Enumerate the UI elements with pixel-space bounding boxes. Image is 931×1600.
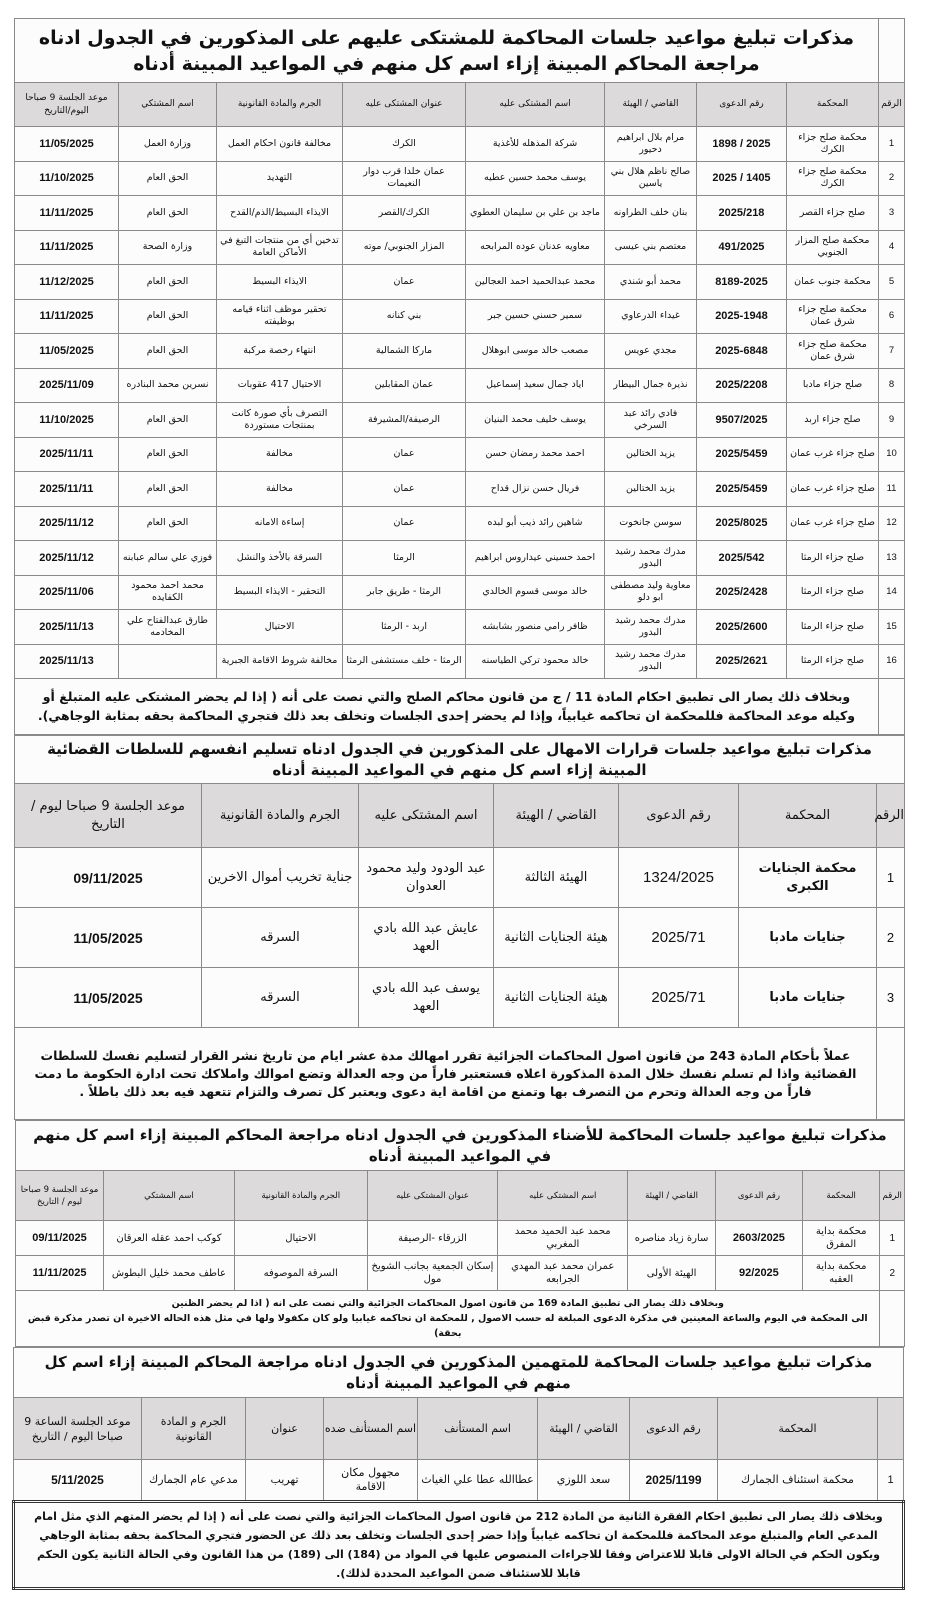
cell-defendant: احمد محمد رمضان حسن	[466, 437, 605, 472]
cell-case-number: 2025/2208	[697, 368, 787, 403]
cell-case-number: 2025/5459	[697, 472, 787, 507]
cell-judge: مجدي عويس	[605, 334, 697, 369]
cell-judge: فادي رائد عبد السرخي	[605, 403, 697, 438]
header-court: المحكمة	[802, 1171, 880, 1221]
cell-row-number: 1	[878, 1460, 904, 1502]
cell-case-number: 2603/2025	[716, 1221, 803, 1256]
cell-row-number: 12	[879, 506, 905, 541]
cell-judge: الهيئة الثالثة	[494, 848, 619, 908]
cell-charge: تدخين أي من منتجات التبغ في الأماكن العامة	[217, 230, 343, 265]
notice-spacer	[877, 1028, 905, 1120]
cell-complainant: فوزي علي سالم عبابنه	[119, 541, 217, 576]
cell-hearing-date: 11/11/2025	[14, 196, 118, 231]
cell-defendant: عايش عبد الله بادي العهد	[359, 908, 494, 968]
cell-hearing-date: 11/10/2025	[14, 403, 118, 438]
header-complainant: اسم المشتكي	[104, 1171, 235, 1221]
cell-case-number: 491/2025	[697, 230, 787, 265]
cell-defendant-address: ماركا الشمالية	[343, 334, 466, 369]
legal-notice	[16, 1291, 880, 1347]
cell-complainant: عاطف محمد خليل البطوش	[104, 1256, 235, 1291]
header-case-number: رقم الدعوى	[619, 784, 739, 848]
cell-court: محكمة صلح جزاء شرق عمان	[787, 299, 879, 334]
cell-case-number: 2025 / 1898	[697, 127, 787, 162]
cell-complainant: الحق العام	[119, 506, 217, 541]
cell-hearing-date: 11/11/2025	[14, 299, 118, 334]
cell-row-number: 1	[880, 1221, 905, 1256]
cell-hearing-date: 11/12/2025	[14, 265, 118, 300]
cell-defendant: عمران محمد عبد المهدي الجرابعه	[498, 1256, 628, 1291]
accused-hearings-table	[15, 1120, 905, 1347]
cell-judge: معاوية وليد مصطفى ابو دلو	[605, 575, 697, 610]
cell-defendant: يوسف محمد حسين عطيه	[466, 161, 605, 196]
notice-spacer	[879, 679, 905, 735]
cell-court: صلح جزاء الرمثا	[787, 575, 879, 610]
table-row	[14, 575, 904, 610]
cell-complainant: محمد احمد محمود الكفايده	[119, 575, 217, 610]
header-defendant: اسم المشتكى عليه	[466, 83, 605, 127]
cell-court: محكمة استئناف الجمارك	[718, 1460, 878, 1502]
cell-court: محكمة جنوب عمان	[787, 265, 879, 300]
title-spacer	[879, 19, 905, 83]
notice-spacer	[880, 1291, 905, 1347]
cell-defendant-address: عمان	[343, 472, 466, 507]
appeal-hearings-table	[12, 1347, 905, 1590]
cell-case-number: 2025/1199	[630, 1460, 718, 1502]
cell-judge: غيداء الدرعاوي	[605, 299, 697, 334]
cell-charge: السرقة بالأخذ والنشل	[217, 541, 343, 576]
cell-hearing-date: 2025/11/11	[14, 437, 118, 472]
cell-judge: هيئة الجنايات الثانية	[494, 908, 619, 968]
cell-charge: انتهاء رخصة مركبة	[217, 334, 343, 369]
cell-hearing-date: 11/05/2025	[14, 127, 118, 162]
court-notices-page	[15, 18, 905, 1590]
header-charge: الجرم والمادة القانونية	[234, 1171, 367, 1221]
cell-complainant: وزارة العمل	[119, 127, 217, 162]
cell-case-number: 1324/2025	[619, 848, 739, 908]
header-defendant-address: عنوان المشتكى عليه	[343, 83, 466, 127]
cell-hearing-date: 2025/11/06	[14, 575, 118, 610]
header-number: الرقم	[880, 1171, 905, 1221]
cell-court: صلح جزاء غرب عمان	[787, 472, 879, 507]
header-complainant: اسم المشتكي	[119, 83, 217, 127]
cell-court: صلح جزاء اربد	[787, 403, 879, 438]
cell-row-number: 9	[879, 403, 905, 438]
cell-charge: التصرف بأي صورة كانت بمنتجات مستوردة	[217, 403, 343, 438]
table-row	[15, 848, 905, 908]
table-row	[16, 1256, 905, 1291]
section-title: مذكرات تبليغ مواعيد جلسات المحاكمة للمشتكى عليهم على المذكورين في الجدول ادناه مراجعة المحاكم المبينة إزاء اسم كل منهم في المواعيد المبينة أدناه	[14, 19, 878, 83]
cell-hearing-date: 09/11/2025	[16, 1221, 104, 1256]
legal-notice-line-2: الى المحكمة في اليوم والساعة المعينين في مذكرة الدعوى المبلغة له حسب الاصول , للمحكمة ان تحاكمه غيابيا ولو كان مكفولا ولها في مثل هذه الحاله الاخيرة ان تصدر مذكرة قبض بحقة)	[27, 1313, 868, 1339]
section-title: مذكرات تبليغ مواعيد جلسات المحاكمة للمتهمين المذكورين في الجدول ادناه مراجعة المحاكم المبينة إزاء اسم كل منهم في المواعيد المبينة أدناه	[13, 1348, 903, 1398]
cell-case-number: 2025-1948	[697, 299, 787, 334]
cell-judge: مدرك محمد رشيد البدور	[605, 610, 697, 645]
header-judge: القاضي / الهيئة	[628, 1171, 716, 1221]
cell-defendant-address: الرصيفة/المشيرفة	[343, 403, 466, 438]
header-hearing-date: موعد الجلسة 9 صباحا اليوم/التاريخ	[14, 83, 118, 127]
cell-complainant: الحق العام	[119, 403, 217, 438]
cell-row-number: 4	[879, 230, 905, 265]
cell-defendant: محمد عبدالحميد احمد العجالين	[466, 265, 605, 300]
header-defendant: اسم المشتكى عليه	[498, 1171, 628, 1221]
cell-judge: يزيد الختالين	[605, 437, 697, 472]
cell-hearing-date: 2025/11/13	[14, 610, 118, 645]
cell-row-number: 3	[879, 196, 905, 231]
header-number: الرقم	[877, 784, 905, 848]
table-row	[14, 196, 904, 231]
header-judge: القاضي / الهيئة	[494, 784, 619, 848]
cell-case-number: 8189-2025	[697, 265, 787, 300]
cell-court: محكمة صلح جزاء الكرك	[787, 161, 879, 196]
cell-court: محكمة بداية المفرق	[802, 1221, 880, 1256]
header-appellee: اسم المستأنف ضده	[324, 1398, 418, 1460]
cell-hearing-date: 11/11/2025	[16, 1256, 104, 1291]
cell-case-number: 2025/218	[697, 196, 787, 231]
table-row	[14, 265, 904, 300]
cell-judge: معتصم بني عيسى	[605, 230, 697, 265]
cell-charge: التحقير - الايذاء البسيط	[217, 575, 343, 610]
cell-defendant-address: عمان	[343, 506, 466, 541]
table-row	[14, 610, 904, 645]
cell-charge: مدعي عام الجمارك	[142, 1460, 246, 1502]
cell-case-number: 2025/542	[697, 541, 787, 576]
cell-judge: سوسن جانخوت	[605, 506, 697, 541]
cell-charge: الاحتيال	[217, 610, 343, 645]
cell-defendant-address: اربد - الرمثا	[343, 610, 466, 645]
legal-notice: وبخلاف ذلك يصار الى تطبيق احكام الفقرة الثانية من المادة 212 من قانون اصول المحاكمات الجزائية والتي نصت على أنه ( إذا لم يحضر المتهم الذي مثل امام المدعي العام والمتبلغ موعد المحاكمة فللمحكمة ان تحاكمه غيابياً وإذا حضر إحدى الجلسات وتخلف بعد ذلك عن الحضور فتجري المحاكمة بحقه بمثابة الوجاهي ويكون الحكم في الحالة الاولى قابلا للاعتراض وفقا للاجراءات المنصوص عليها في المواد من (184) الى (189) من هذا القانون وفي الحالة الثانية يكون الحكم قابلا للاستئناف ضمن المواعيد المحددة لذلك).	[13, 1502, 903, 1589]
header-defendant-address: عنوان المشتكى عليه	[367, 1171, 498, 1221]
cell-defendant-address: بني كنانه	[343, 299, 466, 334]
table-row	[14, 334, 904, 369]
table-row	[14, 403, 904, 438]
cell-hearing-date: 11/05/2025	[15, 968, 202, 1028]
cell-charge: الاحتيال	[234, 1221, 367, 1256]
header-address: عنوان	[246, 1398, 324, 1460]
cell-complainant: الحق العام	[119, 265, 217, 300]
cell-charge: مخالفة	[217, 472, 343, 507]
cell-row-number: 2	[877, 908, 905, 968]
header-number	[878, 1398, 904, 1460]
cell-row-number: 1	[877, 848, 905, 908]
header-court: المحكمة	[739, 784, 877, 848]
cell-case-number: 92/2025	[716, 1256, 803, 1291]
cell-judge: بنان خلف الطراونه	[605, 196, 697, 231]
cell-complainant: كوكب احمد عقله العرقان	[104, 1221, 235, 1256]
cell-court: محكمة صلح جزاء الكرك	[787, 127, 879, 162]
table-row	[14, 437, 904, 472]
cell-appellee: مجهول مكان الاقامة	[324, 1460, 418, 1502]
cell-defendant: سمير حسني حسين جبر	[466, 299, 605, 334]
cell-charge: السرقه	[202, 908, 359, 968]
cell-defendant-address: الرمثا - خلف مستشفى الرمثا	[343, 644, 466, 679]
cell-complainant: نسرين محمد البنادره	[119, 368, 217, 403]
cell-defendant-address: الكرك/القصر	[343, 196, 466, 231]
cell-row-number: 11	[879, 472, 905, 507]
table-row	[14, 299, 904, 334]
cell-defendant: محمد عبد الحميد محمد المغربي	[498, 1221, 628, 1256]
cell-defendant: اياد جمال سعيد إسماعيل	[466, 368, 605, 403]
cell-charge: السرقة الموصوفه	[234, 1256, 367, 1291]
header-case-number: رقم الدعوى	[716, 1171, 803, 1221]
cell-defendant: ظافر رامي منصور بشابشه	[466, 610, 605, 645]
header-judge: القاضي / الهيئة	[538, 1398, 630, 1460]
cell-case-number: 1405 / 2025	[697, 161, 787, 196]
header-defendant: اسم المشتكى عليه	[359, 784, 494, 848]
cell-court: صلح جزاء غرب عمان	[787, 506, 879, 541]
table-row	[15, 968, 905, 1028]
cell-defendant: مصعب خالد موسى ابوهلال	[466, 334, 605, 369]
cell-case-number: 2025-6848	[697, 334, 787, 369]
cell-row-number: 6	[879, 299, 905, 334]
table-row	[14, 541, 904, 576]
cell-defendant: خالد موسى قسوم الخالدي	[466, 575, 605, 610]
cell-judge: مرام بلال ابراهيم دحيور	[605, 127, 697, 162]
cell-charge: السرقه	[202, 968, 359, 1028]
cell-complainant: الحق العام	[119, 472, 217, 507]
cell-hearing-date: 2025/11/12	[14, 541, 118, 576]
cell-charge: الايذاء البسيط/الذم/القدح	[217, 196, 343, 231]
cell-judge: نذيرة جمال البيطار	[605, 368, 697, 403]
cell-judge: هيئة الجنايات الثانية	[494, 968, 619, 1028]
cell-defendant: عبد الودود وليد محمود العدوان	[359, 848, 494, 908]
header-court: المحكمة	[718, 1398, 878, 1460]
cell-charge: الايذاء البسيط	[217, 265, 343, 300]
cell-row-number: 2	[880, 1256, 905, 1291]
cell-defendant: شاهين رائد ذيب أبو لبده	[466, 506, 605, 541]
legal-notice: عملاً بأحكام المادة 243 من قانون اصول المحاكمات الجزائية تقرر امهالك مدة عشر ايام من تاريخ نشر القرار لتسليم نفسك للسلطات القضائية واذا لم تسلم نفسك خلال المدة المذكورة اعلاه فستعتبر فاراً من وجه العدالة وتضع اموالك واملاكك تحت ادارة الحكومة ما دمت فاراً من وجه العدالة وتحرم من التصرف بها وتمنع من اقامة اية دعوى ويعتبر كل تصرف والتزام تتعهد فيه بعد ذلك باطلاً .	[15, 1028, 877, 1120]
cell-defendant: يوسف خليف محمد البنيان	[466, 403, 605, 438]
cell-court: صلح جزاء غرب عمان	[787, 437, 879, 472]
cell-defendant: احمد حسيني عيداروس ابراهيم	[466, 541, 605, 576]
cell-charge: التهديد	[217, 161, 343, 196]
cell-judge: صالح ناظم هلال بني ياسين	[605, 161, 697, 196]
cell-row-number: 5	[879, 265, 905, 300]
section-title: مذكرات تبليغ مواعيد جلسات قرارات الامهال على المذكورين في الجدول ادناه تسليم انفسهم للسلطات القضائية المبينة إزاء اسم كل منهم في المواعيد المبينة أدناه	[15, 736, 905, 784]
cell-hearing-date: 2025/11/12	[14, 506, 118, 541]
cell-charge: تحقير موظف اثناء قيامه بوظيفته	[217, 299, 343, 334]
cell-defendant-address: عمان المقابلين	[343, 368, 466, 403]
cell-defendant-address: عمان	[343, 265, 466, 300]
cell-hearing-date: 2025/11/13	[14, 644, 118, 679]
cell-court: محكمة صلح جزاء شرق عمان	[787, 334, 879, 369]
cell-defendant: معاويه عدنان عوده المرابحه	[466, 230, 605, 265]
cell-court: صلح جزاء القصر	[787, 196, 879, 231]
cell-defendant-address: عمان خلدا قرب دوار النعيمات	[343, 161, 466, 196]
cell-row-number: 8	[879, 368, 905, 403]
cell-complainant: طارق عبدالفتاح علي المخادمه	[119, 610, 217, 645]
legal-notice-line-1: وبخلاف ذلك يصار الى تطبيق المادة 169 من قانون اصول المحاكمات الجزائية والتي نصت على انه ( اذا لم يحضر الظنين	[171, 1298, 724, 1309]
cell-court: جنايات مادبا	[739, 908, 877, 968]
cell-case-number: 2025/2428	[697, 575, 787, 610]
cell-judge: يزيد الختالين	[605, 472, 697, 507]
cell-court: صلح جزاء الرمثا	[787, 541, 879, 576]
cell-judge: مدرك محمد رشيد البدور	[605, 541, 697, 576]
cell-address: تهريب	[246, 1460, 324, 1502]
section-title: مذكرات تبليغ مواعيد جلسات المحاكمة للأضناء المذكورين في الجدول ادناه مراجعة المحاكم المبينة إزاء اسم كل منهم في المواعيد المبينة أدناه	[16, 1121, 905, 1171]
header-charge: الجرم والمادة القانونية	[202, 784, 359, 848]
cell-defendant: فريال حسن نزال قداح	[466, 472, 605, 507]
table-row	[14, 472, 904, 507]
table-row	[14, 230, 904, 265]
cell-row-number: 7	[879, 334, 905, 369]
cell-complainant	[119, 644, 217, 679]
header-row	[13, 1398, 903, 1460]
cell-charge: مخالفة	[217, 437, 343, 472]
cell-defendant: خالد محمود تركي الطياسنه	[466, 644, 605, 679]
cell-defendant-address: عمان	[343, 437, 466, 472]
header-row	[15, 784, 905, 848]
cell-complainant: الحق العام	[119, 161, 217, 196]
cell-hearing-date: 5/11/2025	[13, 1460, 141, 1502]
cell-defendant: شركة المذهله للأغذية	[466, 127, 605, 162]
cell-hearing-date: 2025/11/09	[14, 368, 118, 403]
cell-row-number: 1	[879, 127, 905, 162]
table-row	[16, 1221, 905, 1256]
table-row	[13, 1460, 903, 1502]
cell-judge: محمد أبو شندي	[605, 265, 697, 300]
table-row	[14, 368, 904, 403]
cell-defendant-address: الرمثا	[343, 541, 466, 576]
header-hearing-date: موعد الجلسة 9 صباحا ليوم / التاريخ	[16, 1171, 104, 1221]
header-judge: القاضي / الهيئة	[605, 83, 697, 127]
table-row	[14, 161, 904, 196]
table-row	[14, 506, 904, 541]
header-case-number: رقم الدعوى	[630, 1398, 718, 1460]
header-court: المحكمة	[787, 83, 879, 127]
cell-case-number: 2025/2621	[697, 644, 787, 679]
header-number: الرقم	[879, 83, 905, 127]
cell-row-number: 15	[879, 610, 905, 645]
cell-appellant: عطاالله عطا علي الغياث	[418, 1460, 538, 1502]
table-row	[14, 644, 904, 679]
cell-charge: مخالفة شروط الاقامة الجبرية	[217, 644, 343, 679]
cell-defendant: ماجد بن علي بن سليمان العطوي	[466, 196, 605, 231]
cell-row-number: 16	[879, 644, 905, 679]
cell-case-number: 9507/2025	[697, 403, 787, 438]
header-row	[14, 83, 904, 127]
table-row	[15, 908, 905, 968]
cell-hearing-date: 11/11/2025	[14, 230, 118, 265]
cell-court: جنايات مادبا	[739, 968, 877, 1028]
cell-hearing-date: 11/10/2025	[14, 161, 118, 196]
table-body	[15, 848, 905, 1028]
cell-defendant: يوسف عبد الله بادي العهد	[359, 968, 494, 1028]
cell-complainant: وزارة الصحة	[119, 230, 217, 265]
cell-charge: جناية تخريب أموال الاخرين	[202, 848, 359, 908]
cell-case-number: 2025/71	[619, 908, 739, 968]
table-body	[16, 1221, 905, 1291]
header-row	[16, 1171, 905, 1221]
header-appellant: اسم المستأنف	[418, 1398, 538, 1460]
header-hearing-date: موعد الجلسة 9 صباحا ليوم / التاريخ	[15, 784, 202, 848]
cell-complainant: الحق العام	[119, 437, 217, 472]
header-charge: الجرم و المادة القانونية	[142, 1398, 246, 1460]
misdemeanor-hearings-table	[14, 18, 905, 735]
cell-row-number: 13	[879, 541, 905, 576]
cell-defendant-address: المزار الجنوبي/ موته	[343, 230, 466, 265]
cell-case-number: 2025/2600	[697, 610, 787, 645]
header-charge: الجرم والمادة القانونية	[217, 83, 343, 127]
cell-court: محكمة الجنايات الكبرى	[739, 848, 877, 908]
cell-case-number: 2025/71	[619, 968, 739, 1028]
cell-complainant: الحق العام	[119, 196, 217, 231]
cell-charge: إساءة الامانه	[217, 506, 343, 541]
cell-court: صلح جزاء مادبا	[787, 368, 879, 403]
cell-court: صلح جزاء الرمثا	[787, 644, 879, 679]
header-case-number: رقم الدعوى	[697, 83, 787, 127]
cell-case-number: 2025/5459	[697, 437, 787, 472]
grace-period-table	[14, 735, 905, 1120]
cell-row-number: 2	[879, 161, 905, 196]
cell-hearing-date: 11/05/2025	[15, 908, 202, 968]
table-body	[13, 1460, 903, 1502]
cell-judge: سعد اللوزي	[538, 1460, 630, 1502]
table-body	[14, 127, 904, 679]
cell-row-number: 3	[877, 968, 905, 1028]
cell-hearing-date: 11/05/2025	[14, 334, 118, 369]
cell-court: محكمة بداية العقبه	[802, 1256, 880, 1291]
cell-hearing-date: 2025/11/11	[14, 472, 118, 507]
cell-court: صلح جزاء الرمثا	[787, 610, 879, 645]
cell-judge: سارة زياد مناصره	[628, 1221, 716, 1256]
cell-row-number: 14	[879, 575, 905, 610]
cell-defendant-address: الزرقاء -الرصيفة	[367, 1221, 498, 1256]
cell-defendant-address: إسكان الجمعية بجانب الشويخ مول	[367, 1256, 498, 1291]
cell-defendant-address: الرمثا - طريق جابر	[343, 575, 466, 610]
cell-defendant-address: الكرك	[343, 127, 466, 162]
cell-complainant: الحق العام	[119, 299, 217, 334]
cell-judge: الهيئة الأولى	[628, 1256, 716, 1291]
cell-charge: مخالفة قانون احكام العمل	[217, 127, 343, 162]
cell-court: محكمة صلح المزار الجنوبي	[787, 230, 879, 265]
cell-charge: الاحتيال 417 عقوبات	[217, 368, 343, 403]
table-row	[14, 127, 904, 162]
cell-case-number: 2025/8025	[697, 506, 787, 541]
legal-notice: وبخلاف ذلك يصار الى تطبيق احكام المادة 11 / ج من قانون محاكم الصلح والتي نصت على أنه ( إذا لم يحضر المشتكى عليه المتبلغ أو وكيله موعد المحاكمة فللمحكمة ان تحاكمه غيابياً، وإذا لم يحضر إحدى الجلسات وتخلف بعد ذلك فتجري المحاكمة بحقه بمثابة الوجاهي).	[14, 679, 878, 735]
cell-complainant: الحق العام	[119, 334, 217, 369]
cell-hearing-date: 09/11/2025	[15, 848, 202, 908]
header-hearing-date: موعد الجلسة الساعة 9 صباحا اليوم / التاريخ	[13, 1398, 141, 1460]
cell-judge: مدرك محمد رشيد البدور	[605, 644, 697, 679]
cell-row-number: 10	[879, 437, 905, 472]
